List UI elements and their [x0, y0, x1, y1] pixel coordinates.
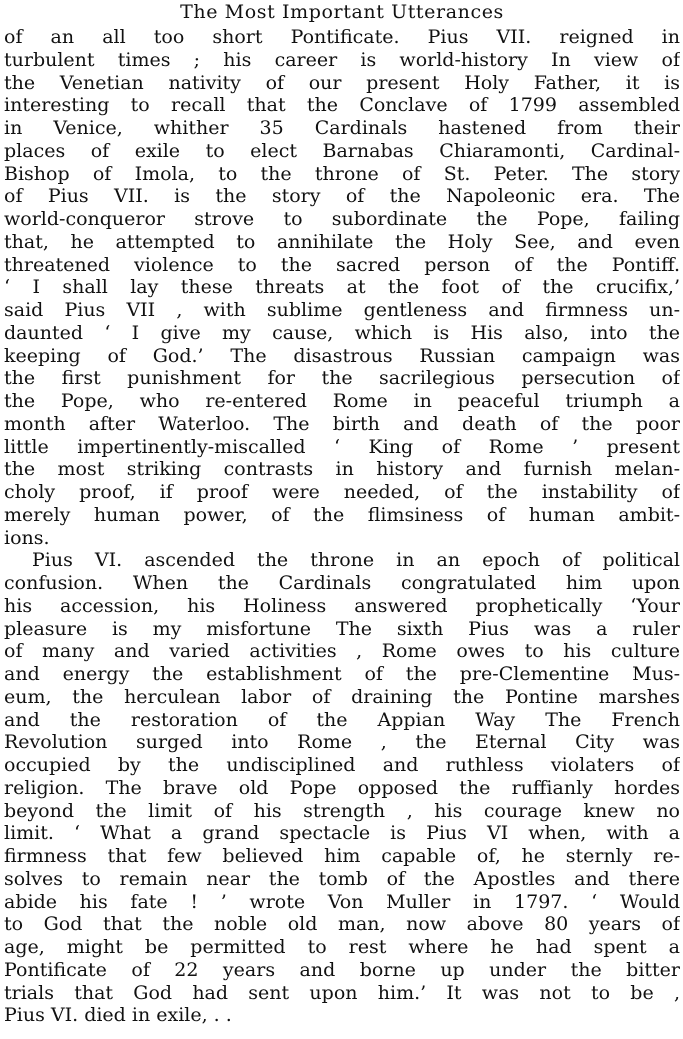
text-line: world-conqueror strove to subordinate the Pope, failing: [4, 208, 680, 230]
text-line: and the restoration of the Appian Way The French: [4, 708, 680, 731]
text-line: pleasure is my misfortune The sixth Pius was a ruler: [4, 617, 680, 640]
running-head: The Most Important Utterances: [180, 1, 504, 23]
text-line: little impertinently-miscalled ‘ King of Rome ’ present: [4, 435, 680, 458]
text-line: places of exile to elect Barnabas Chiaramonti, Cardinal-: [4, 139, 680, 162]
text-line: his accession, his Holiness answered prophetically ‘Your: [4, 594, 680, 617]
article-body: [4, 26, 680, 1027]
text-line: the Venetian nativity of our present Holy Father, it is: [4, 71, 680, 94]
text-line: of Pius VII. is the story of the Napoleonic era. The: [4, 185, 680, 208]
text-line: occupied by the undisciplined and ruthless violaters of: [4, 754, 680, 776]
text-line: religion. The brave old Pope opposed the ruffianly hordes: [4, 776, 680, 799]
text-line: confusion. When the Cardinals congratulated him upon: [4, 572, 680, 594]
text-line: and energy the establishment of the pre-Clementine Mus-: [4, 663, 680, 685]
text-line: keeping of God.’ The disastrous Russian campaign was: [4, 344, 680, 367]
text-line: Pius VI. ascended the throne in an epoch of political: [32, 549, 680, 572]
text-line: in Venice, whither 35 Cardinals hastened from their: [4, 117, 680, 139]
text-line: solves to remain near the tomb of the Apostles and there: [4, 867, 680, 890]
text-line: eum, the herculean labor of draining the Pontine marshes: [4, 685, 680, 708]
text-line: that, he attempted to annihilate the Holy See, and even: [4, 230, 680, 253]
text-line: merely human power, of the flimsiness of human ambit-: [4, 503, 680, 526]
text-line: to God that the noble old man, now above 80 years of: [4, 913, 680, 936]
text-line: Pontificate of 22 years and borne up under the bitter: [4, 958, 680, 981]
text-line: Pius VI. died in exile, . .: [4, 1004, 232, 1027]
text-line: daunted ‘ I give my cause, which is His also, into the: [4, 321, 680, 344]
text-line: said Pius VII , with sublime gentleness and firmness un-: [4, 299, 680, 321]
text-line: of an all too short Pontificate. Pius VII. reigned in: [4, 26, 680, 48]
text-line: beyond the limit of his strength , his courage knew no: [4, 799, 680, 822]
text-line: trials that God had sent upon him.’ It was not to be ,: [4, 981, 680, 1004]
text-line: the first punishment for the sacrilegious persecution of: [4, 367, 680, 390]
text-line: Revolution surged into Rome , the Eternal City was: [4, 731, 680, 754]
text-line: interesting to recall that the Conclave of 1799 assembled: [4, 94, 680, 117]
text-line: age, might be permitted to rest where he had spent a: [4, 936, 680, 958]
text-line: the Pope, who re-entered Rome in peaceful triumph a: [4, 390, 680, 412]
text-line: ‘ I shall lay these threats at the foot of the crucifix,’: [4, 276, 680, 299]
text-line: Bishop of Imola, to the throne of St. Peter. The story: [4, 162, 680, 185]
text-line: turbulent times ; his career is world-history In view of: [4, 48, 680, 71]
newspaper-column: [4, 0, 680, 1027]
text-line: of many and varied activities , Rome owes to his culture: [4, 640, 680, 663]
text-line: limit. ‘ What a grand spectacle is Pius VI when, with a: [4, 822, 680, 845]
text-line: the most striking contrasts in history and furnish melan-: [4, 458, 680, 481]
text-line: choly proof, if proof were needed, of the instability of: [4, 481, 680, 503]
text-line: month after Waterloo. The birth and death of the poor: [4, 412, 680, 435]
text-line: abide his fate ! ’ wrote Von Muller in 1797. ‘ Would: [4, 890, 680, 913]
text-line: firmness that few believed him capable of, he sternly re-: [4, 845, 680, 867]
text-line: ions.: [4, 526, 50, 549]
paragraph: [4, 549, 680, 1027]
text-line: threatened violence to the sacred person of the Pontiff.: [4, 253, 680, 276]
paragraph: [4, 26, 680, 549]
